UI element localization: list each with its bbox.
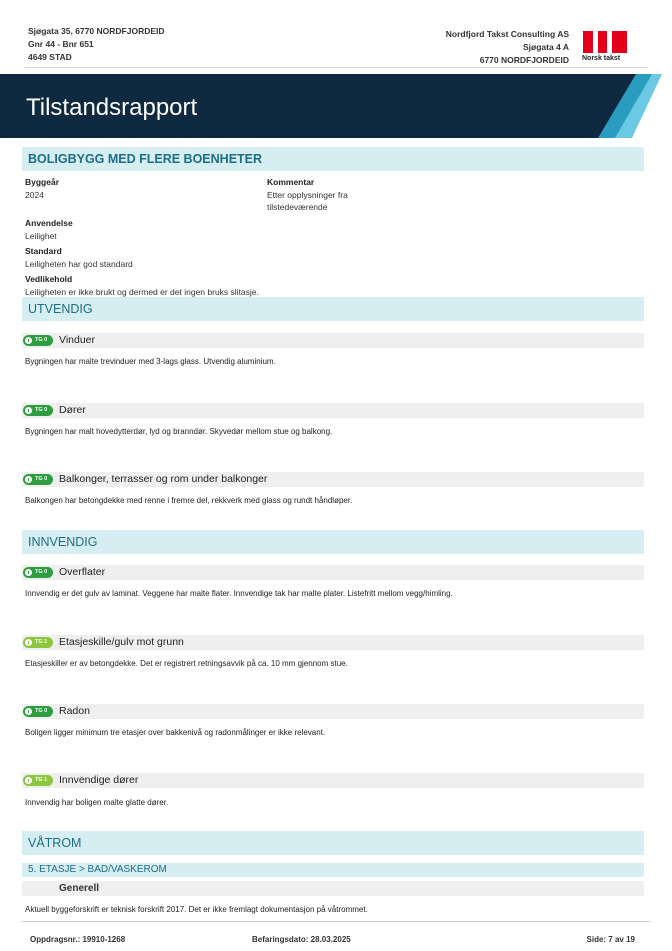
anvendelse-label: Anvendelse [25, 218, 73, 228]
anvendelse-value: Leilighet [25, 231, 57, 241]
vedlikehold-value: Leiligheten er ikke brukt og dermed er det ingen bruks slitasje. [25, 287, 259, 297]
info-icon [25, 407, 32, 414]
inspection-date: Befaringsdato: 28.03.2025 [252, 935, 351, 944]
info-icon [25, 639, 32, 646]
address-line: Gnr 44 - Bnr 651 [28, 39, 94, 49]
section-utvendig: UTVENDIG [22, 297, 644, 321]
logo-text: Norsk takst [582, 55, 621, 62]
item-title: Overflater [59, 566, 106, 578]
item-description: Bygningen har malt hovedytterdør, lyd og branndør. Skyvedør mellom stue og balkong. [25, 427, 333, 436]
company-address [446, 28, 569, 67]
section-vatrom: VÅTROM [22, 831, 644, 855]
address-line: Sjøgata 35, 6770 NORDFJORDEID [28, 26, 165, 36]
item-description: Innvendig har boligen malte glatte dører. [25, 798, 169, 807]
section-innvendig: INNVENDIG [22, 530, 644, 554]
condition-badge: TG 0 [23, 474, 53, 485]
subsection-title: Generell [59, 883, 100, 894]
item-description: Innvendig er det gulv av laminat. Veggene har malte flater. Innvendige tak har malte plater. Listefritt mellom vegg/himling. [25, 589, 453, 598]
item-radon [22, 704, 644, 719]
item-title: Etasjeskille/gulv mot grunn [59, 636, 184, 648]
kommentar-label: Kommentar [267, 177, 315, 187]
condition-badge: TG 0 [23, 405, 53, 416]
condition-badge: TG 0 [23, 706, 53, 717]
footer-divider [22, 921, 650, 922]
address-line: 4649 STAD [28, 52, 72, 62]
item-title: Innvendige dører [59, 774, 139, 786]
standard-label: Standard [25, 246, 62, 256]
subsection-generell [22, 881, 644, 896]
condition-badge: TG 1 [23, 637, 53, 648]
byggeaar-label: Byggeår [25, 177, 60, 187]
item-balkonger [22, 472, 644, 487]
item-etasjeskille [22, 635, 644, 650]
condition-badge: TG 0 [23, 567, 53, 578]
item-dorer [22, 403, 644, 418]
company-line: Sjøgata 4 A [523, 42, 569, 52]
company-line: 6770 NORDFJORDEID [479, 55, 569, 65]
item-description: Balkongen har betongdekke med renne i fremre del, rekkverk med glass og rundt håndløper. [25, 496, 353, 505]
room-location: 5. ETASJE > BAD/VASKEROM [22, 863, 644, 877]
condition-badge: TG 1 [23, 775, 53, 786]
condition-badge: TG 0 [23, 335, 53, 346]
info-icon [25, 476, 32, 483]
item-description: Bygningen har malte trevinduer med 3-lags glass. Utvendig aluminium. [25, 357, 276, 366]
company-line: Nordfjord Takst Consulting AS [445, 29, 569, 39]
standard-value: Leiligheten har god standard [25, 259, 133, 269]
item-description: Boligen ligger minimum tre etasjer over bakkenivå og radonmålinger er ikke relevant. [25, 728, 326, 737]
building-type-heading: BOLIGBYGG MED FLERE BOENHETER [22, 147, 644, 171]
page-number: Side: 7 av 19 [586, 935, 635, 944]
item-overflater [22, 565, 644, 580]
item-title: Radon [59, 705, 90, 717]
vedlikehold-label: Vedlikehold [25, 274, 73, 284]
info-icon [25, 708, 32, 715]
item-title: Vinduer [59, 334, 96, 346]
item-vinduer [22, 333, 644, 348]
info-icon [25, 569, 32, 576]
info-icon [25, 337, 32, 344]
property-address [28, 25, 165, 64]
item-description: Etasjeskiller er av betongdekke. Det er registrert retningsavvik på ca. 10 mm gjennom stue. [25, 659, 348, 668]
kommentar-line: tilstedeværende [267, 202, 328, 212]
header-divider [25, 67, 647, 68]
assignment-number: Oppdragsnr.: 19910-1268 [30, 935, 126, 944]
kommentar-line: Etter opplysninger fra [267, 190, 348, 200]
page-title: Tilstandsrapport [26, 94, 198, 121]
item-innvendige-dorer [22, 773, 644, 788]
item-description: Aktuell byggeforskrift er teknisk forskrift 2017. Det er ikke fremlagt dokumentasjon på våtrommet. [25, 905, 368, 914]
item-title: Balkonger, terrasser og rom under balkonger [59, 473, 268, 485]
byggeaar-value: 2024 [25, 190, 44, 200]
info-icon [25, 777, 32, 784]
kommentar-value [267, 189, 348, 213]
banner-stripe-decoration [540, 74, 672, 138]
item-title: Dører [59, 404, 86, 416]
